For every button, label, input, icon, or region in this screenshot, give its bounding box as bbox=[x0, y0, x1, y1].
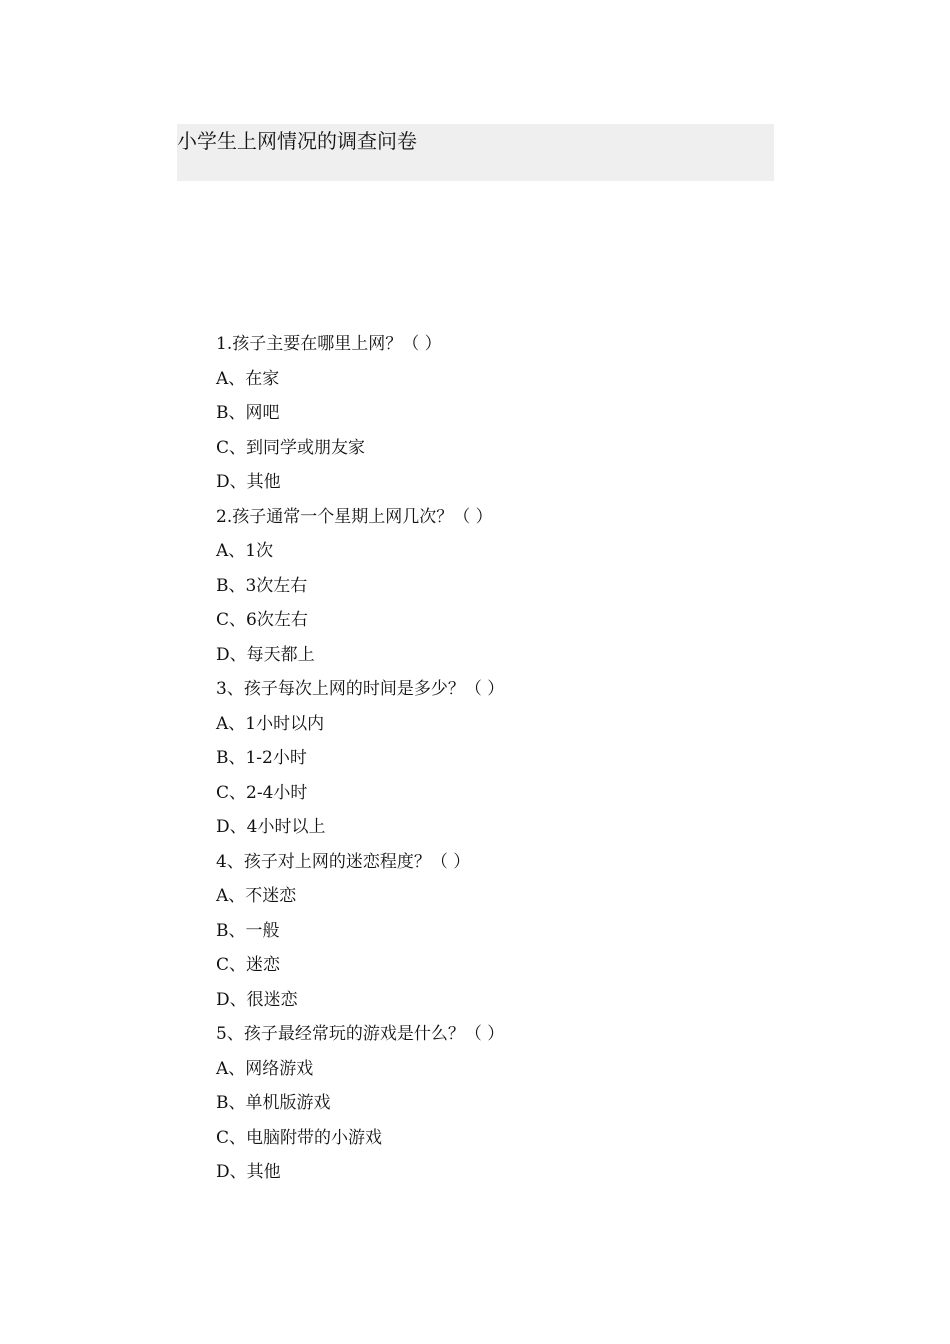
question-1-option-d: D、其他 bbox=[216, 472, 281, 492]
document-title: 小学生上网情况的调查问卷 bbox=[177, 129, 417, 153]
question-5-option-a: A、网络游戏 bbox=[216, 1058, 314, 1079]
question-4-option-a: A、不迷恋 bbox=[216, 886, 297, 906]
question-2: 2.孩子通常一个星期上网几次？（ ） bbox=[216, 506, 493, 527]
question-1-option-b: B、网吧 bbox=[216, 403, 280, 423]
title-banner bbox=[177, 124, 774, 181]
question-5-option-d: D、其他 bbox=[216, 1162, 281, 1182]
question-3-option-a: A、1小时以内 bbox=[216, 713, 325, 734]
question-1: 1.孩子主要在哪里上网？（ ） bbox=[216, 334, 442, 354]
question-2-option-b: B、3次左右 bbox=[216, 575, 308, 596]
question-2-option-c: C、6次左右 bbox=[216, 610, 308, 630]
questionnaire-body bbox=[216, 331, 776, 1194]
question-4-option-b: B、一般 bbox=[216, 920, 280, 941]
question-3: 3、孩子每次上网的时间是多少？（ ） bbox=[216, 679, 505, 699]
question-2-option-d: D、每天都上 bbox=[216, 644, 315, 665]
question-5: 5、孩子最经常玩的游戏是什么？（ ） bbox=[216, 1024, 505, 1044]
question-1-option-c: C、到同学或朋友家 bbox=[216, 437, 366, 458]
question-1-option-a: A、在家 bbox=[216, 368, 280, 389]
question-4-option-d: D、很迷恋 bbox=[216, 989, 298, 1010]
question-5-option-b: B、单机版游戏 bbox=[216, 1093, 331, 1113]
question-2-option-a: A、1次 bbox=[216, 541, 274, 561]
question-3-option-c: C、2-4小时 bbox=[216, 782, 308, 803]
question-3-option-b: B、1-2小时 bbox=[216, 748, 307, 768]
question-4: 4、孩子对上网的迷恋程度？（ ） bbox=[216, 851, 471, 872]
question-3-option-d: D、4小时以上 bbox=[216, 817, 326, 837]
question-5-option-c: C、电脑附带的小游戏 bbox=[216, 1127, 383, 1148]
question-4-option-c: C、迷恋 bbox=[216, 955, 281, 975]
